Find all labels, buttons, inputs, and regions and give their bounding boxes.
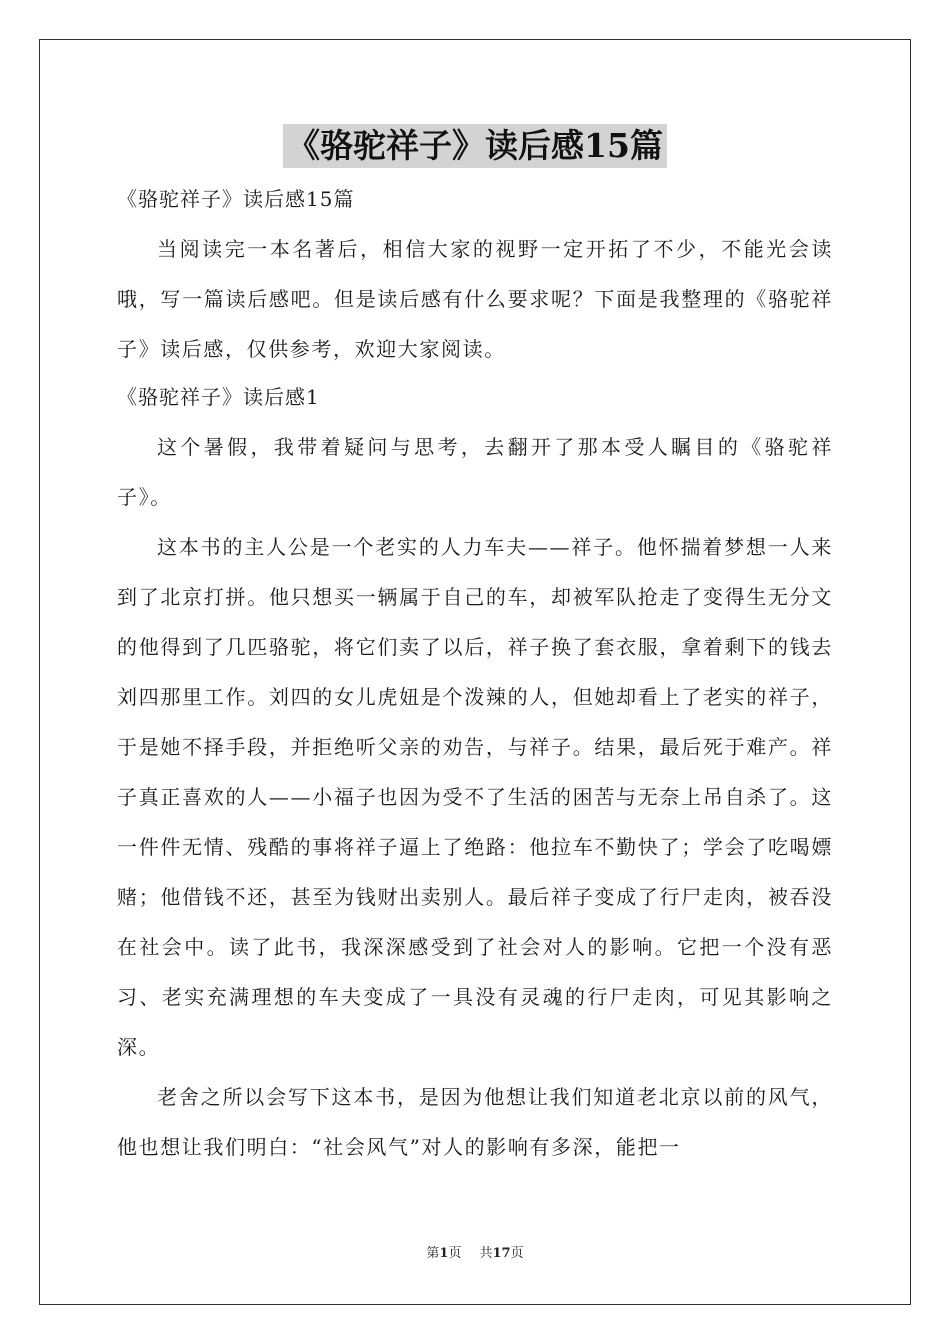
body-paragraph-3: 老舍之所以会写下这本书，是因为他想让我们知道老北京以前的风气，他也想让我们明白：“社会风气”对人的影响有多深，能把一 [117, 1085, 833, 1159]
total-pages: 17 [492, 1246, 511, 1261]
total-suffix: 页 [510, 1246, 524, 1261]
page-prefix: 第 [426, 1246, 440, 1261]
page-suffix: 页 [448, 1246, 462, 1261]
document-subtitle: 《骆驼祥子》读后感15篇 [117, 187, 355, 211]
body-paragraph-1: 这个暑假，我带着疑问与思考，去翻开了那本受人瞩目的《骆驼祥子》。 [117, 435, 833, 509]
total-prefix: 共 [479, 1246, 493, 1261]
page-number: 1 [439, 1246, 449, 1261]
intro-paragraph: 当阅读完一本名著后，相信大家的视野一定开拓了不少，不能光会读哦，写一篇读后感吧。但是读后感有什么要求呢？下面是我整理的《骆驼祥子》读后感，仅供参考，欢迎大家阅读。 [117, 237, 833, 361]
section-heading: 《骆驼祥子》读后感1 [117, 385, 320, 409]
document-title: 《骆驼祥子》读后感15篇 [283, 124, 667, 168]
document-body [117, 178, 833, 1172]
page-footer [0, 1245, 950, 1263]
body-paragraph-2: 这本书的主人公是一个老实的人力车夫——祥子。他怀揣着梦想一人来到了北京打拼。他只想买一辆属于自己的车，却被军队抢走了变得生无分文的他得到了几匹骆驼，将它们卖了以后，祥子换了套衣服，拿着剩下的钱去刘四那里工作。刘四的女儿虎妞是个泼辣的人，但她却看上了老实的祥子，于是她不择手段，并拒绝听父亲的劝告，与祥子。结果，最后死于难产。祥子真正喜欢的人——小福子也因为受不了生活的困苦与无奈上吊自杀了。这一件件无情、残酷的事将祥子逼上了绝路：他拉车不勤快了；学会了吃喝嫖赌；他借钱不还，甚至为钱财出卖别人。最后祥子变成了行尸走肉，被吞没在社会中。读了此书，我深深感受到了社会对人的影响。它把一个没有恶习、老实充满理想的车夫变成了一具没有灵魂的行尸走肉，可见其影响之深。 [117, 535, 833, 1059]
title-container [0, 124, 950, 168]
